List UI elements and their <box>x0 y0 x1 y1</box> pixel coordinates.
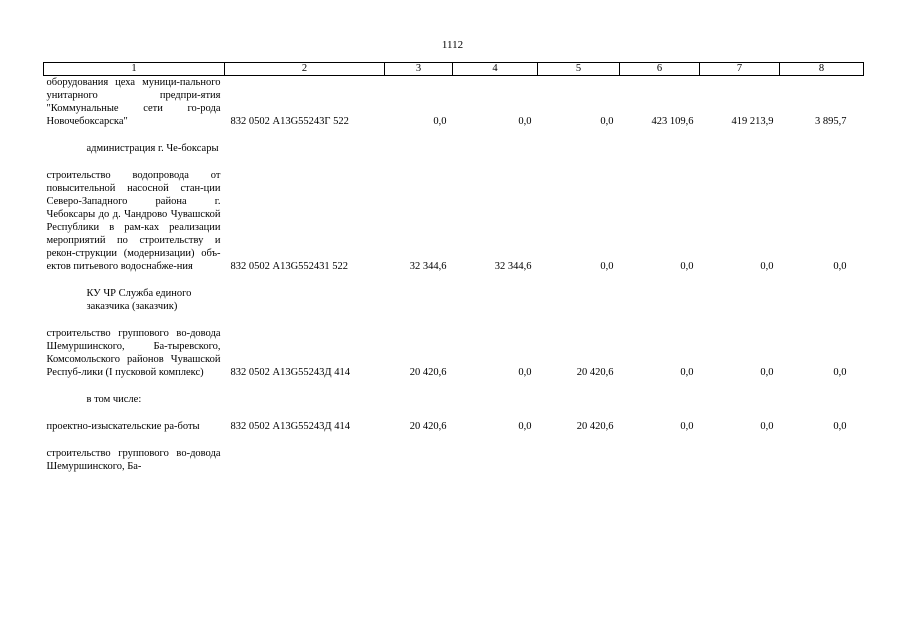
row-spacer <box>44 273 864 287</box>
row-budget-code <box>225 287 385 313</box>
table-row <box>44 327 864 379</box>
row-value-col4: 0,0 <box>518 116 532 127</box>
row-value-col8: 0,0 <box>833 421 847 432</box>
row-value-col4 <box>453 287 538 313</box>
row-value-col8 <box>780 447 864 473</box>
row-budget-code: 832 0502 А13G55243Д 414 <box>230 421 350 432</box>
row-value-col8: 3 895,7 <box>815 116 847 127</box>
column-header-1: 1 <box>44 63 225 76</box>
row-value-col7: 0,0 <box>760 421 774 432</box>
row-description: проектно-изыскательские ра-боты <box>46 421 200 432</box>
row-budget-code <box>225 142 385 155</box>
row-value-col6 <box>620 447 700 473</box>
row-value-col4: 0,0 <box>518 421 532 432</box>
table-row <box>44 76 864 129</box>
row-value-col3 <box>385 287 453 313</box>
row-value-col3: 20 420,6 <box>409 421 447 432</box>
row-value-col3: 32 344,6 <box>409 261 447 272</box>
row-value-col5 <box>538 393 620 406</box>
row-value-col7 <box>700 447 780 473</box>
row-value-col6 <box>620 393 700 406</box>
table-row <box>44 447 864 473</box>
table-row <box>44 420 864 433</box>
row-value-col3 <box>385 447 453 473</box>
row-description: в том числе: <box>86 394 142 405</box>
row-value-col4 <box>453 393 538 406</box>
row-value-col7: 0,0 <box>760 367 774 378</box>
row-budget-code <box>225 393 385 406</box>
row-value-col5 <box>538 142 620 155</box>
row-description: администрация г. Че-боксары <box>86 143 219 154</box>
row-value-col5: 0,0 <box>600 116 614 127</box>
row-value-col5 <box>538 287 620 313</box>
row-value-col8: 0,0 <box>833 367 847 378</box>
row-value-col8: 0,0 <box>833 261 847 272</box>
column-header-4: 4 <box>453 63 538 76</box>
budget-table <box>43 62 864 473</box>
table-row <box>44 142 864 155</box>
column-header-2: 2 <box>225 63 385 76</box>
row-value-col4: 0,0 <box>518 367 532 378</box>
row-value-col6: 0,0 <box>680 367 694 378</box>
row-value-col6 <box>620 287 700 313</box>
column-header-7: 7 <box>700 63 780 76</box>
row-value-col6: 0,0 <box>680 421 694 432</box>
row-value-col5 <box>538 447 620 473</box>
row-spacer <box>44 406 864 420</box>
row-value-col5: 0,0 <box>600 261 614 272</box>
row-value-col3: 0,0 <box>433 116 447 127</box>
row-value-col4 <box>453 142 538 155</box>
row-value-col4: 32 344,6 <box>494 261 532 272</box>
row-value-col8 <box>780 287 864 313</box>
row-value-col7 <box>700 287 780 313</box>
row-description: строительство группового во-довода Шемуршинского, Ба- <box>46 448 221 472</box>
column-header-5: 5 <box>538 63 620 76</box>
row-value-col3: 20 420,6 <box>409 367 447 378</box>
row-spacer <box>44 379 864 393</box>
row-value-col4 <box>453 447 538 473</box>
row-budget-code: 832 0502 А13G552431 522 <box>230 261 349 272</box>
page-number: 1112 <box>441 39 464 51</box>
row-value-col7: 0,0 <box>760 261 774 272</box>
row-value-col6: 423 109,6 <box>651 116 694 127</box>
row-value-col7 <box>700 393 780 406</box>
row-description: оборудования цеха муници-пального унитарного предпри-ятия "Коммунальные сети го-рода Новочебоксарска" <box>46 77 221 127</box>
row-value-col5: 20 420,6 <box>576 421 614 432</box>
row-spacer <box>44 155 864 169</box>
table-row <box>44 287 864 313</box>
row-description: строительство водопровода от повысительной насосной стан-ции Северо-Западного района г. Чебоксары до д. Чандрово Чувашской Республики в рам-ках реализации мероприятий по строительству и рекон-струкции (модернизации) объ-ектов питьевого водоснабже-ния <box>46 170 221 272</box>
row-value-col8 <box>780 142 864 155</box>
row-description: КУ ЧР Служба единого заказчика (заказчик) <box>86 288 192 312</box>
row-value-col6 <box>620 142 700 155</box>
row-value-col8 <box>780 393 864 406</box>
row-budget-code: 832 0502 А13G55243Д 414 <box>230 367 350 378</box>
row-value-col6: 0,0 <box>680 261 694 272</box>
row-budget-code: 832 0502 А13G55243Г 522 <box>230 116 349 127</box>
column-header-3: 3 <box>385 63 453 76</box>
row-value-col7: 419 213,9 <box>731 116 774 127</box>
row-value-col3 <box>385 393 453 406</box>
header-row <box>44 63 864 76</box>
table-row <box>44 393 864 406</box>
row-value-col5: 20 420,6 <box>576 367 614 378</box>
row-value-col7 <box>700 142 780 155</box>
column-header-8: 8 <box>780 63 864 76</box>
row-spacer <box>44 433 864 447</box>
table-row <box>44 169 864 273</box>
column-header-6: 6 <box>620 63 700 76</box>
row-description: строительство группового во-довода Шемуршинского, Ба-тыревского, Комсомольского районов Чувашской Респуб-лики (I пусковой комплекс) <box>46 328 221 378</box>
row-spacer <box>44 313 864 327</box>
row-spacer <box>44 128 864 142</box>
row-budget-code <box>225 447 385 473</box>
row-value-col3 <box>385 142 453 155</box>
